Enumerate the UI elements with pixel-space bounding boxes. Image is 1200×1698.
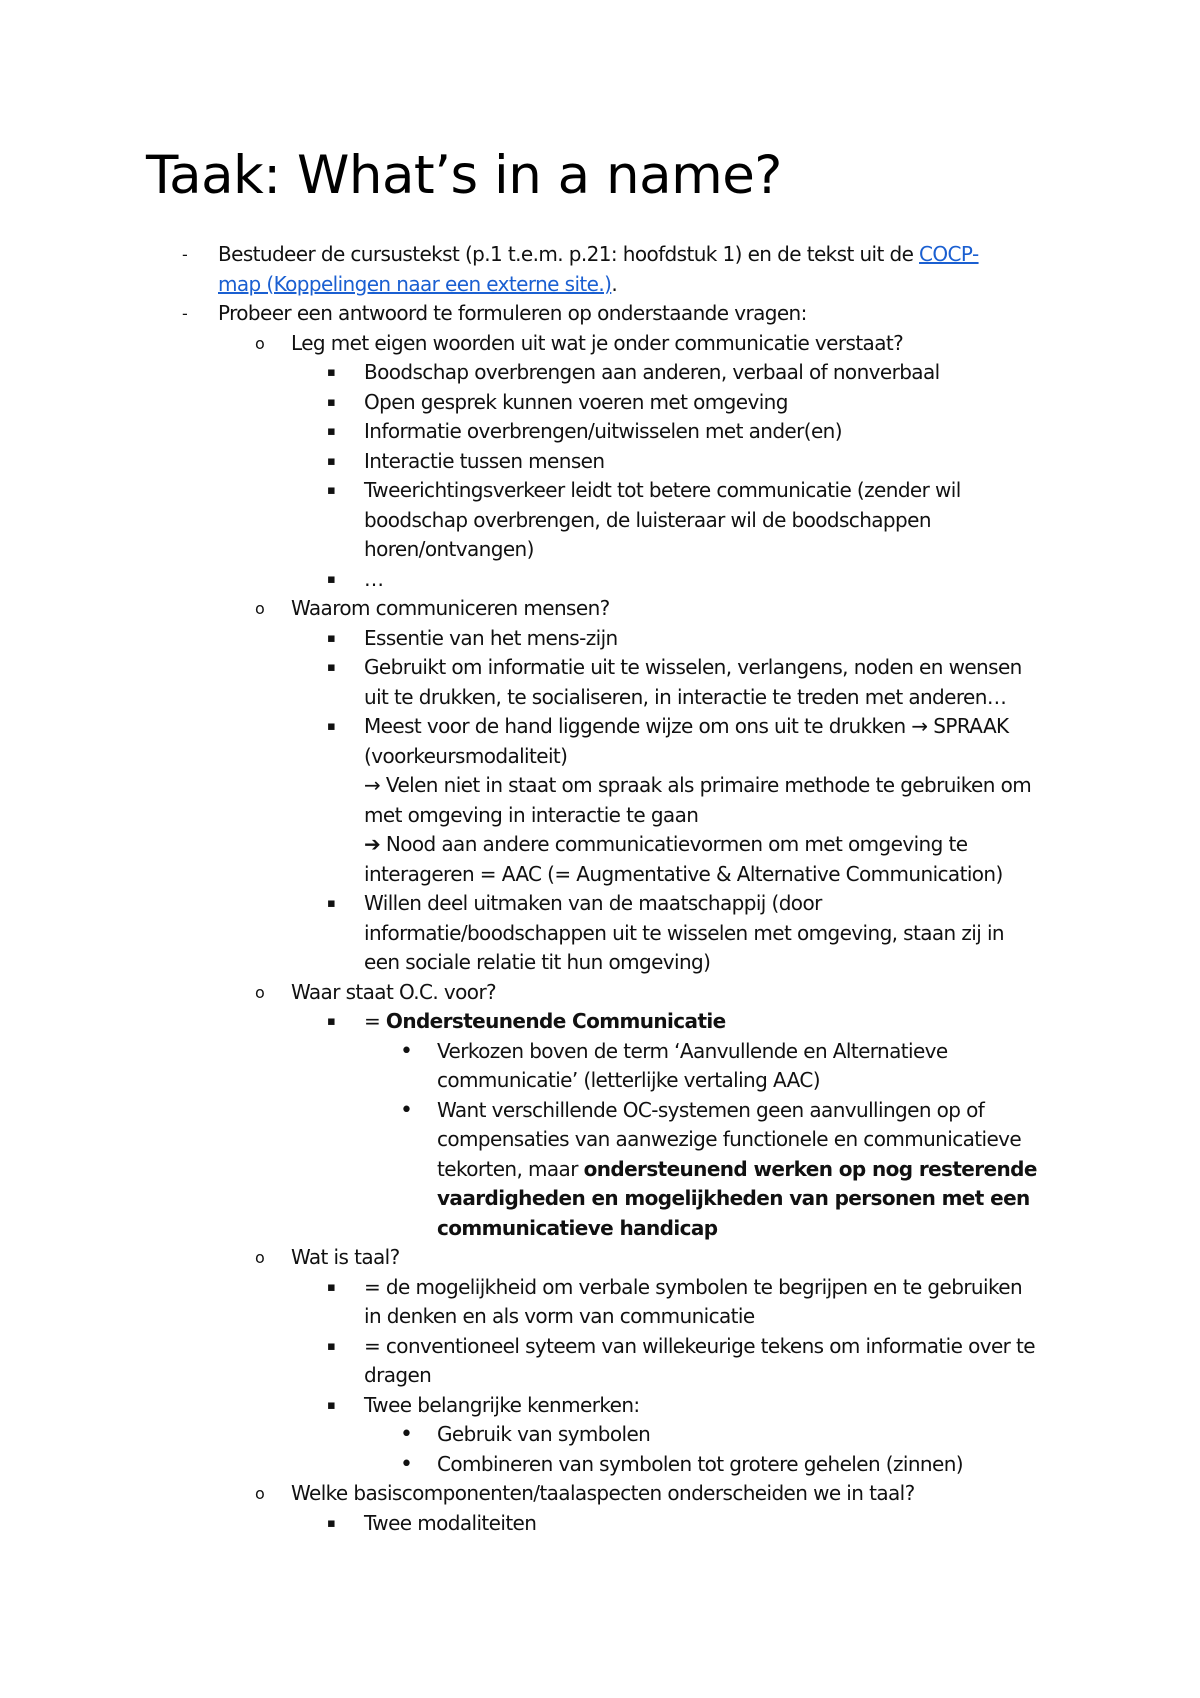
answer-item: Twee belangrijke kenmerken: [364,1392,640,1417]
dot-bullet: • [400,1422,413,1447]
square-bullet: ▪ [327,630,336,646]
answer-item: Essentie van het mens-zijn [364,625,618,650]
sub-answer-item-cont: vaardigheden en mogelijkheden van personen met een [437,1186,1030,1210]
square-bullet: ▪ [327,1397,336,1413]
dot-bullet: • [400,1451,413,1477]
answer-item: Informatie overbrengen/uitwisselen met ander(en) [364,419,842,443]
answer-item: = de mogelijkheid om verbale symbolen te begrijpen en te gebruiken [364,1274,1023,1299]
answer-item-cont: een sociale relatie tit hun omgeving) [364,950,711,974]
page-title: Taak: What’s in a name? [146,145,782,206]
answer-item-cont: dragen [364,1363,432,1387]
square-bullet: ▪ [327,394,336,410]
sub-answer-item-cont: communicatieve handicap [437,1215,718,1240]
square-bullet: ▪ [327,424,336,439]
answer-item: Meest voor de hand liggende wijze om ons uit te drukken → SPRAAK [364,714,1009,738]
sub-answer-item: Gebruik van symbolen [437,1422,651,1446]
answer-item-cont: met omgeving in interactie te gaan [364,802,699,827]
answer-item: … [364,566,384,591]
circle-bullet: o [255,599,265,618]
dash-bullet: - [182,245,188,264]
answer-item-cont: boodschap overbrengen, de luisteraar wil de boodschappen [364,507,931,532]
answer-item-cont: interageren = AAC (= Augmentative & Alternative Communication) [364,861,1003,886]
answer-item: Willen deel uitmaken van de maatschappij (door [364,891,822,915]
square-bullet: ▪ [327,453,336,469]
square-bullet: ▪ [327,896,336,911]
answer-item: Boodschap overbrengen aan anderen, verbaal of nonverbaal [364,360,940,384]
question-5: Welke basiscomponenten/taalaspecten onderscheiden we in taal? [291,1481,915,1505]
question-4: Wat is taal? [291,1245,400,1269]
list-item-study: Bestudeer de cursustekst (p.1 t.e.m. p.21: hoofdstuk 1) en de tekst uit de COCP- [218,242,979,266]
square-bullet: ▪ [327,1338,336,1354]
answer-item-cont: horen/ontvangen) [364,537,534,561]
square-bullet: ▪ [327,483,336,498]
dot-bullet: • [400,1097,413,1123]
sub-answer-item-cont: compensaties van aanwezige functionele en communicatieve [437,1127,1022,1151]
circle-bullet: o [255,1248,265,1267]
square-bullet: ▪ [327,571,336,587]
sub-answer-item: Combineren van symbolen tot grotere gehelen (zinnen) [437,1451,963,1476]
answer-item-cont: in denken en als vorm van communicatie [364,1304,755,1328]
answer-item-cont: informatie/boodschappen uit te wisselen met omgeving, staan zij in [364,920,1004,945]
answer-item: Interactie tussen mensen [364,448,605,473]
circle-bullet: o [255,1484,265,1503]
cocp-link[interactable]: COCP- [919,242,979,266]
dot-bullet: • [400,1038,413,1064]
list-item-study-cont: map (Koppelingen naar een externe site.). [218,271,618,296]
square-bullet: ▪ [327,660,336,675]
answer-item-cont: (voorkeursmodaliteit) [364,743,568,768]
sub-answer-item: Verkozen boven de term ‘Aanvullende en Alternatieve [437,1038,948,1063]
square-bullet: ▪ [327,365,336,380]
answer-item-cont: → Velen niet in staat om spraak als primaire methode te gebruiken om [364,773,1032,797]
square-bullet: ▪ [327,1014,336,1029]
answer-item: = conventioneel syteem van willekeurige tekens om informatie over te [364,1333,1035,1358]
answer-item: Gebruikt om informatie uit te wisselen, verlangens, noden en wensen [364,655,1022,679]
circle-bullet: o [255,982,265,1002]
square-bullet: ▪ [327,719,336,734]
circle-bullet: o [255,333,265,353]
answer-item: Twee modaliteiten [364,1510,537,1535]
answer-item: Tweerichtingsverkeer leidt tot betere communicatie (zender wil [364,478,961,502]
sub-answer-item-cont: communicatie’ (letterlijke vertaling AAC) [437,1068,820,1092]
answer-item-cont: ➔ Nood aan andere communicatievormen om met omgeving te [364,832,968,856]
answer-item: Open gesprek kunnen voeren met omgeving [364,389,788,414]
sub-answer-item-cont: tekorten, maar ondersteunend werken op nog resterende [437,1156,1037,1181]
question-2: Waarom communiceren mensen? [291,596,610,620]
list-item-try: Probeer een antwoord te formuleren op onderstaande vragen: [218,301,807,325]
dash-bullet: - [182,304,188,323]
answer-item-cont: uit te drukken, te socialiseren, in interactie te treden met anderen… [364,684,1007,709]
question-1: Leg met eigen woorden uit wat je onder communicatie verstaat? [291,330,904,355]
cocp-link-cont[interactable]: map (Koppelingen naar een externe site.) [218,271,612,296]
square-bullet: ▪ [327,1279,336,1295]
question-3: Waar staat O.C. voor? [291,979,497,1004]
answer-item: = Ondersteunende Communicatie [364,1009,726,1033]
sub-answer-item: Want verschillende OC-systemen geen aanvullingen op of [437,1097,985,1122]
square-bullet: ▪ [327,1515,336,1531]
